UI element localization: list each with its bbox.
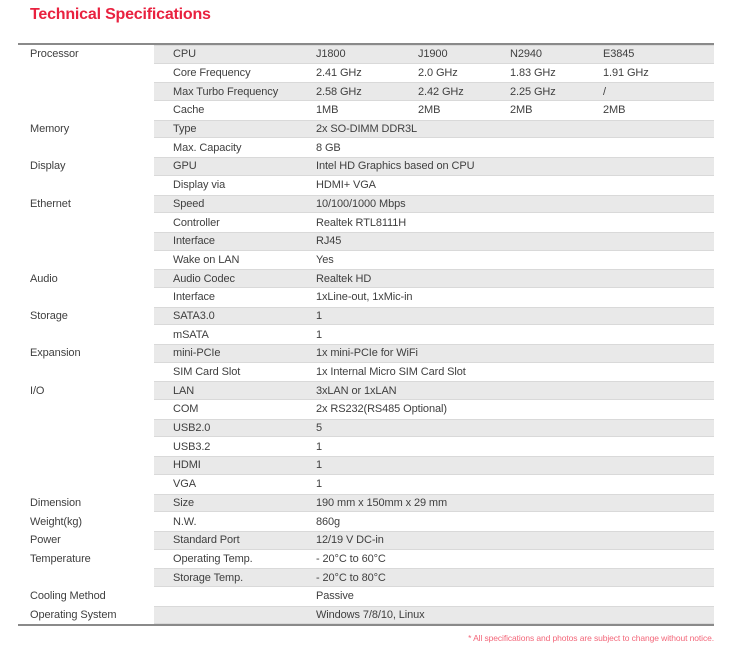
spec-value: 2.42 GHz <box>418 85 464 98</box>
spec-cell <box>154 587 714 606</box>
spec-cell <box>154 232 714 251</box>
spec-value: J1800 <box>316 48 346 61</box>
spec-label: Max. Capacity <box>173 141 242 154</box>
spec-label: Wake on LAN <box>173 253 240 266</box>
spec-row <box>18 269 714 288</box>
spec-value: N2940 <box>510 48 542 61</box>
spec-cell <box>154 419 714 438</box>
category-label: Expansion <box>30 347 81 360</box>
spec-value: 2.58 GHz <box>316 85 362 98</box>
category-label: I/O <box>30 384 45 397</box>
spec-value: RJ45 <box>316 235 342 248</box>
spec-row <box>18 232 714 251</box>
spec-value: 1x Internal Micro SIM Card Slot <box>316 366 466 379</box>
category-label: Weight(kg) <box>30 515 82 528</box>
spec-value: 1 <box>316 459 323 472</box>
spec-row <box>18 176 714 195</box>
spec-value: 2x RS232(RS485 Optional) <box>316 403 447 416</box>
spec-cell <box>154 381 714 400</box>
spec-value: 10/100/1000 Mbps <box>316 197 406 210</box>
spec-row <box>18 531 714 550</box>
spec-value: 5 <box>316 422 323 435</box>
spec-value: Realtek RTL8111H <box>316 216 407 229</box>
spec-row <box>18 101 714 120</box>
spec-value: / <box>603 85 606 98</box>
spec-row <box>18 587 714 606</box>
spec-value: 3xLAN or 1xLAN <box>316 384 397 397</box>
spec-label: mini-PCIe <box>173 347 221 360</box>
spec-value: 860g <box>316 515 341 528</box>
spec-cell <box>154 101 714 120</box>
spec-label: Controller <box>173 216 220 229</box>
spec-table <box>18 43 714 626</box>
spec-label: Max Turbo Frequency <box>173 85 279 98</box>
page-title: Technical Specifications <box>30 6 211 23</box>
spec-cell <box>154 400 714 419</box>
spec-cell <box>154 494 714 513</box>
spec-value: 1 <box>316 478 323 491</box>
spec-cell <box>154 475 714 494</box>
spec-value: 1 <box>316 440 323 453</box>
spec-cell <box>154 456 714 475</box>
spec-cell <box>154 82 714 101</box>
spec-row <box>18 45 714 64</box>
category-label: Power <box>30 534 61 547</box>
spec-row <box>18 64 714 83</box>
category-label: Display <box>30 160 66 173</box>
spec-label: mSATA <box>173 328 209 341</box>
spec-cell <box>154 568 714 587</box>
spec-row <box>18 381 714 400</box>
spec-value: 2x SO-DIMM DDR3L <box>316 123 418 136</box>
spec-value: J1900 <box>418 48 448 61</box>
spec-cell <box>154 157 714 176</box>
category-label: Memory <box>30 123 70 136</box>
spec-cell <box>154 512 714 531</box>
spec-value: 1 <box>316 309 323 322</box>
spec-label: Operating Temp. <box>173 552 253 565</box>
spec-row <box>18 82 714 101</box>
spec-value: Yes <box>316 253 334 266</box>
spec-value: Intel HD Graphics based on CPU <box>316 160 475 173</box>
spec-cell <box>154 138 714 157</box>
spec-label: Core Frequency <box>173 67 251 80</box>
spec-row <box>18 213 714 232</box>
spec-value: Realtek HD <box>316 272 372 285</box>
spec-row <box>18 251 714 270</box>
spec-row <box>18 138 714 157</box>
spec-value: 1MB <box>316 104 339 117</box>
spec-label: Standard Port <box>173 534 240 547</box>
category-label: Audio <box>30 272 58 285</box>
spec-value: 12/19 V DC-in <box>316 534 384 547</box>
spec-label: Type <box>173 123 197 136</box>
spec-label: GPU <box>173 160 197 173</box>
spec-value: 2MB <box>603 104 626 117</box>
spec-cell <box>154 307 714 326</box>
spec-label: N.W. <box>173 515 197 528</box>
spec-row <box>18 120 714 139</box>
spec-label: SATA3.0 <box>173 309 215 322</box>
spec-label: VGA <box>173 478 196 491</box>
spec-cell <box>154 363 714 382</box>
spec-row <box>18 606 714 625</box>
spec-label: CPU <box>173 48 196 61</box>
spec-cell <box>154 120 714 139</box>
spec-label: HDMI <box>173 459 201 472</box>
spec-label: Interface <box>173 235 215 248</box>
spec-value: 190 mm x 150mm x 29 mm <box>316 496 448 509</box>
spec-cell <box>154 437 714 456</box>
spec-cell <box>154 531 714 550</box>
spec-label: Cache <box>173 104 205 117</box>
spec-label: Display via <box>173 179 226 192</box>
spec-cell <box>154 45 714 64</box>
spec-value: 1.91 GHz <box>603 67 649 80</box>
spec-label: Audio Codec <box>173 272 235 285</box>
spec-label: Storage Temp. <box>173 571 244 584</box>
category-label: Cooling Method <box>30 590 106 603</box>
spec-value: Passive <box>316 590 354 603</box>
spec-cell <box>154 213 714 232</box>
spec-row <box>18 157 714 176</box>
spec-row <box>18 475 714 494</box>
spec-row <box>18 325 714 344</box>
spec-cell <box>154 344 714 363</box>
footnote: * All specifications and photos are subject to change without notice. <box>468 633 714 644</box>
category-label: Processor <box>30 48 79 61</box>
spec-row <box>18 512 714 531</box>
spec-value: 8 GB <box>316 141 341 154</box>
spec-label: COM <box>173 403 199 416</box>
category-label: Temperature <box>30 552 91 565</box>
spec-label: USB3.2 <box>173 440 211 453</box>
category-label: Ethernet <box>30 197 71 210</box>
spec-cell <box>154 325 714 344</box>
spec-label: Size <box>173 496 194 509</box>
spec-cell <box>154 195 714 214</box>
spec-label: Speed <box>173 197 205 210</box>
spec-row <box>18 494 714 513</box>
spec-row <box>18 307 714 326</box>
spec-value: 2.41 GHz <box>316 67 362 80</box>
spec-cell <box>154 288 714 307</box>
spec-value: 2.0 GHz <box>418 67 458 80</box>
spec-row <box>18 550 714 569</box>
spec-row <box>18 419 714 438</box>
spec-value: 1x mini-PCIe for WiFi <box>316 347 418 360</box>
spec-cell <box>154 64 714 83</box>
spec-label: Interface <box>173 291 215 304</box>
category-label: Operating System <box>30 608 117 621</box>
spec-cell <box>154 606 714 625</box>
spec-value: 2.25 GHz <box>510 85 556 98</box>
spec-cell <box>154 251 714 270</box>
spec-cell <box>154 269 714 288</box>
spec-row <box>18 437 714 456</box>
spec-value: HDMI+ VGA <box>316 179 376 192</box>
spec-label: LAN <box>173 384 195 397</box>
spec-value: 1.83 GHz <box>510 67 556 80</box>
spec-cell <box>154 176 714 195</box>
spec-value: Windows 7/8/10, Linux <box>316 608 425 621</box>
spec-cell <box>154 550 714 569</box>
spec-value: 2MB <box>510 104 533 117</box>
category-label: Dimension <box>30 496 82 509</box>
spec-row <box>18 344 714 363</box>
spec-label: USB2.0 <box>173 422 211 435</box>
spec-row <box>18 288 714 307</box>
category-label: Storage <box>30 309 68 322</box>
spec-value: - 20°C to 80°C <box>316 571 386 584</box>
spec-value: 1 <box>316 328 323 341</box>
spec-row <box>18 363 714 382</box>
spec-row <box>18 400 714 419</box>
spec-row <box>18 456 714 475</box>
spec-value: E3845 <box>603 48 635 61</box>
spec-row <box>18 195 714 214</box>
spec-value: - 20°C to 60°C <box>316 552 386 565</box>
spec-row <box>18 568 714 587</box>
spec-label: SIM Card Slot <box>173 366 241 379</box>
spec-value: 2MB <box>418 104 441 117</box>
spec-value: 1xLine-out, 1xMic-in <box>316 291 413 304</box>
